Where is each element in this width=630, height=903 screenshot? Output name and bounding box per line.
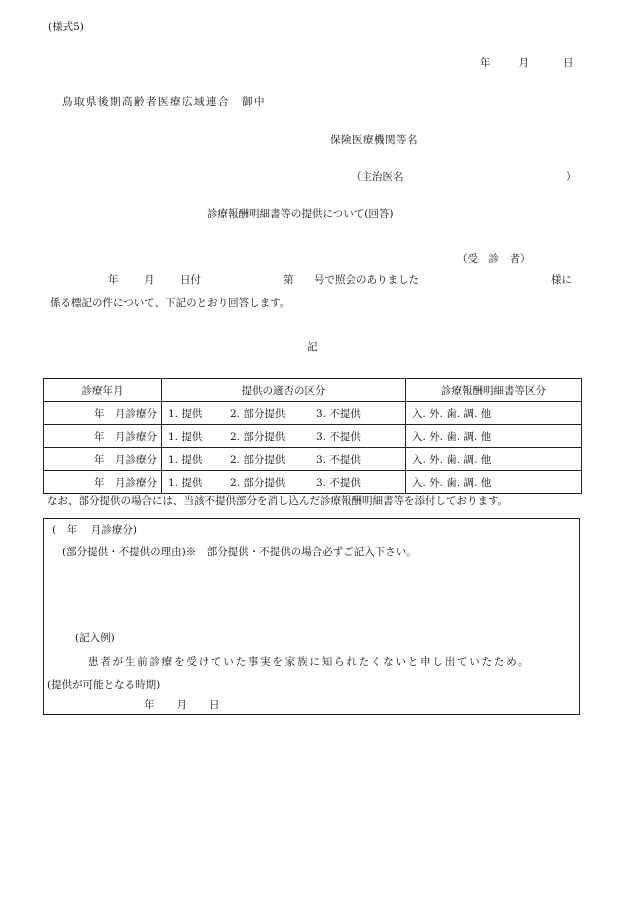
option-none[interactable]: 3. 不提供: [316, 453, 361, 466]
provision-table: [43, 378, 582, 494]
header-provision: 提供の適否の区分: [162, 379, 406, 402]
available-day: 日: [209, 699, 220, 711]
partial-provision-note: なお、部分提供の場合には、当該不提供部分を消し込んだ診療報酬明細書等を添付しております。: [47, 495, 509, 507]
row-month[interactable]: 年 月診療分: [44, 402, 162, 425]
row-month[interactable]: 年 月診療分: [44, 425, 162, 448]
row-options: [162, 471, 406, 494]
institution-label: 保険医療機関等名: [330, 134, 418, 146]
box-available-date: [144, 700, 220, 711]
body-date-suffix: 日付: [180, 274, 201, 286]
option-none[interactable]: 3. 不提供: [316, 407, 361, 420]
available-month: 月: [176, 699, 187, 711]
available-year: 年: [144, 699, 155, 711]
row-types[interactable]: 入. 外. 歯. 調. 他: [406, 425, 582, 448]
body-number-suffix: 号で照会のありました: [314, 274, 419, 286]
row-types[interactable]: 入. 外. 歯. 調. 他: [406, 402, 582, 425]
body-number-prefix: 第: [283, 274, 294, 286]
option-partial[interactable]: 2. 部分提供: [230, 407, 286, 420]
option-none[interactable]: 3. 不提供: [316, 430, 361, 443]
option-provide[interactable]: 1. 提供: [168, 407, 203, 420]
body-year: 年: [108, 274, 119, 286]
table-row: [44, 471, 582, 494]
body-month: 月: [144, 274, 155, 286]
body-line-2: 係る標記の件について、下記のとおり回答します。: [50, 297, 291, 309]
date-day: 日: [563, 57, 574, 69]
addressee: 鳥取県後期高齢者医療広域連合 御中: [62, 96, 266, 108]
body-honorific: 様に: [551, 274, 572, 286]
row-types[interactable]: 入. 外. 歯. 調. 他: [406, 448, 582, 471]
table-row: [44, 448, 582, 471]
row-types[interactable]: 入. 外. 歯. 調. 他: [406, 471, 582, 494]
ki-heading: 記: [307, 341, 318, 353]
date-year: 年: [480, 57, 491, 69]
date-line: [480, 58, 574, 69]
document-title: 診療報酬明細書等の提供について(回答): [207, 208, 394, 220]
option-provide[interactable]: 1. 提供: [168, 453, 203, 466]
box-month-label: ( 年 月診療分): [52, 524, 138, 536]
row-options: [162, 448, 406, 471]
header-type: 診療報酬明細書等区分: [406, 379, 582, 402]
row-month[interactable]: 年 月診療分: [44, 471, 162, 494]
table-row: [44, 402, 582, 425]
option-partial[interactable]: 2. 部分提供: [230, 476, 286, 489]
form-number: (様式5): [48, 21, 84, 33]
patient-label: （受 診 者）: [457, 253, 531, 265]
row-options: [162, 402, 406, 425]
table-header-row: [44, 379, 582, 402]
doctor-label-close: ）: [566, 171, 577, 183]
header-month: 診療年月: [44, 379, 162, 402]
option-provide[interactable]: 1. 提供: [168, 476, 203, 489]
row-month[interactable]: 年 月診療分: [44, 448, 162, 471]
box-example-label: (記入例): [75, 632, 115, 644]
option-partial[interactable]: 2. 部分提供: [230, 430, 286, 443]
box-example-text: 患者が生前診療を受けていた事実を家族に知られたくないと申し出ていたため。: [88, 656, 531, 668]
option-provide[interactable]: 1. 提供: [168, 430, 203, 443]
row-options: [162, 425, 406, 448]
option-none[interactable]: 3. 不提供: [316, 476, 361, 489]
date-month: 月: [518, 57, 529, 69]
option-partial[interactable]: 2. 部分提供: [230, 453, 286, 466]
table-row: [44, 425, 582, 448]
doctor-label-open: （主治医名: [351, 171, 404, 183]
box-reason-label: (部分提供・不提供の理由)※ 部分提供・不提供の場合必ずご記入下さい。: [62, 546, 417, 558]
box-available-label: (提供が可能となる時期): [47, 679, 161, 691]
